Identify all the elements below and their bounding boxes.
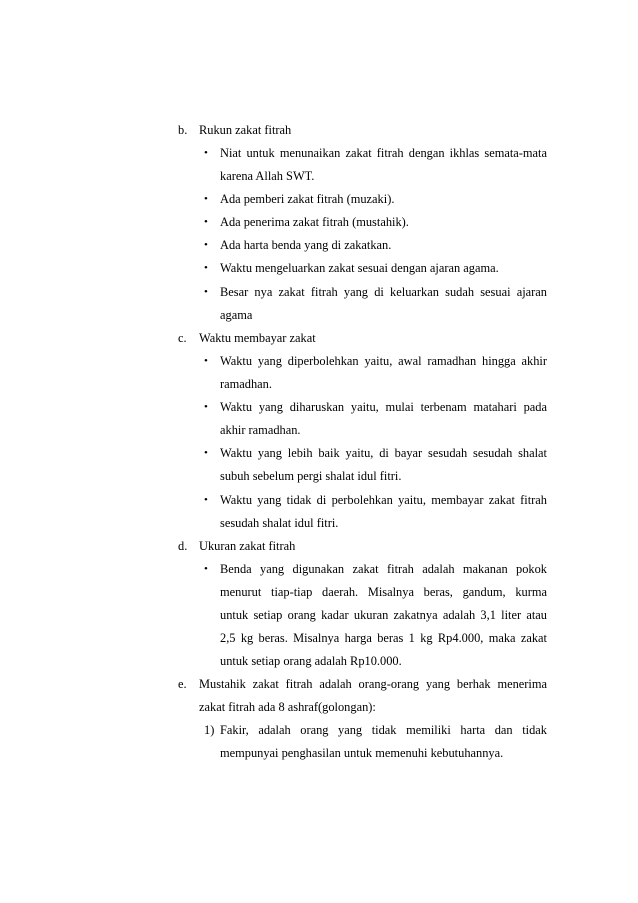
bullet-icon: •: [204, 147, 208, 159]
list-item-text: Niat untuk menunaikan zakat fitrah dengan ikhlas semata-mata: [220, 146, 547, 160]
section-e-heading-cont: zakat fitrah ada 8 ashraf(golongan):: [199, 700, 376, 714]
bullet-icon: •: [204, 239, 208, 251]
list-item-text: untuk setiap orang adalah Rp10.000.: [220, 654, 402, 668]
bullet-icon: •: [204, 216, 208, 228]
bullet-icon: •: [204, 193, 208, 205]
list-item-text: 2,5 kg beras. Misalnya harga beras 1 kg Rp4.000, maka zakat: [220, 631, 547, 645]
bullet-icon: •: [204, 355, 208, 367]
section-e-letter: e.: [178, 677, 187, 691]
list-item-text: Waktu yang diperbolehkan yaitu, awal ramadhan hingga akhir: [220, 354, 547, 368]
list-item-text: untuk setiap orang kadar ukuran zakatnya adalah 3,1 liter atau: [220, 608, 547, 622]
list-item-text: agama: [220, 308, 253, 322]
list-item-text: Ada penerima zakat fitrah (mustahik).: [220, 215, 409, 229]
section-d-heading: Ukuran zakat fitrah: [199, 539, 296, 553]
section-b-heading: Rukun zakat fitrah: [199, 123, 292, 137]
list-item-text: Waktu yang tidak di perbolehkan yaitu, membayar zakat fitrah: [220, 493, 547, 507]
section-e-heading: Mustahik zakat fitrah adalah orang-orang yang berhak menerima: [199, 677, 547, 691]
list-item-text: Ada harta benda yang di zakatkan.: [220, 238, 392, 252]
list-item-text: karena Allah SWT.: [220, 169, 315, 183]
numbered-item-text: mempunyai penghasilan untuk memenuhi kebutuhannya.: [220, 746, 504, 760]
list-item-text: Waktu mengeluarkan zakat sesuai dengan ajaran agama.: [220, 261, 499, 275]
bullet-icon: •: [204, 262, 208, 274]
list-item-text: Waktu yang lebih baik yaitu, di bayar sesudah sesudah shalat: [220, 446, 547, 460]
list-item-text: sesudah shalat idul fitri.: [220, 516, 339, 530]
list-item-text: akhir ramadhan.: [220, 423, 301, 437]
list-item-text: Besar nya zakat fitrah yang di keluarkan sudah sesuai ajaran: [220, 285, 547, 299]
list-item-text: Waktu yang diharuskan yaitu, mulai terbenam matahari pada: [220, 400, 547, 414]
list-item-text: menurut tiap-tiap daerah. Misalnya beras, gandum, kurma: [220, 585, 547, 599]
bullet-icon: •: [204, 286, 208, 298]
section-c-heading: Waktu membayar zakat: [199, 331, 316, 345]
section-d-letter: d.: [178, 539, 188, 553]
bullet-icon: •: [204, 494, 208, 506]
bullet-icon: •: [204, 447, 208, 459]
section-b-letter: b.: [178, 123, 188, 137]
list-item-text: Ada pemberi zakat fitrah (muzaki).: [220, 192, 395, 206]
bullet-icon: •: [204, 563, 208, 575]
bullet-icon: •: [204, 401, 208, 413]
numbered-marker: 1): [204, 723, 215, 737]
list-item-text: Benda yang digunakan zakat fitrah adalah makanan pokok: [220, 562, 547, 576]
section-c-letter: c.: [178, 331, 187, 345]
list-item-text: subuh sebelum pergi shalat idul fitri.: [220, 469, 402, 483]
list-item-text: ramadhan.: [220, 377, 272, 391]
numbered-item-text: Fakir, adalah orang yang tidak memiliki harta dan tidak: [220, 723, 547, 737]
